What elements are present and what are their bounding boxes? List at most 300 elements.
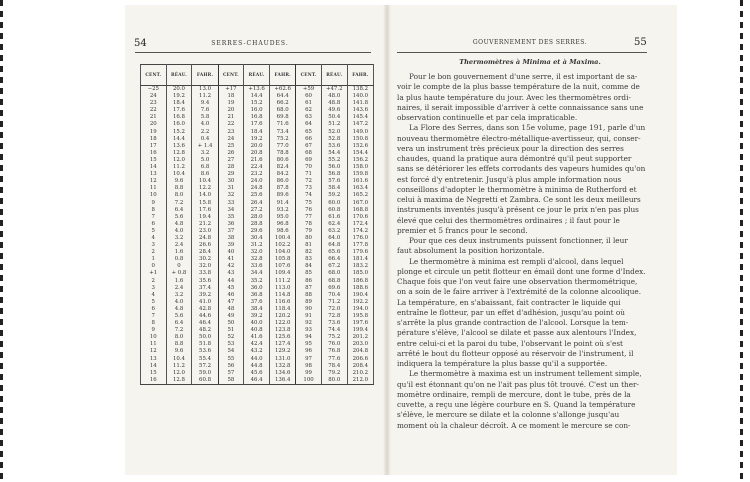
text-line: entre celui-ci et la paroi du tube, l'observant le point où s'est bbox=[397, 338, 623, 348]
table-cell: 86.0 bbox=[270, 178, 296, 185]
table-cell: 20 bbox=[218, 107, 244, 114]
table-cell: 31.2 bbox=[244, 242, 270, 249]
table-cell: 96 bbox=[296, 348, 322, 355]
table-cell: 13 bbox=[141, 356, 167, 363]
table-cell: 26.4 bbox=[244, 200, 270, 207]
table-cell: 34 bbox=[218, 207, 244, 214]
temperature-conversion-table bbox=[140, 64, 374, 385]
table-row bbox=[141, 249, 374, 256]
table-cell: 194.0 bbox=[347, 306, 373, 313]
table-cell: 28.8 bbox=[244, 221, 270, 228]
table-cell: 25 bbox=[218, 143, 244, 150]
table-cell: 60.0 bbox=[321, 200, 347, 207]
table-cell: +1 bbox=[141, 270, 167, 277]
table-cell: 192.2 bbox=[347, 299, 373, 306]
table-cell: 36 bbox=[218, 221, 244, 228]
table-cell: 10.4 bbox=[166, 171, 192, 178]
table-cell: 64.4 bbox=[270, 93, 296, 100]
table-row bbox=[141, 285, 374, 292]
table-cell: 38 bbox=[218, 235, 244, 242]
table-cell: 44.6 bbox=[192, 313, 218, 320]
table-cell: 24 bbox=[218, 136, 244, 143]
table-cell: 11 bbox=[141, 185, 167, 192]
table-cell: 7 bbox=[141, 214, 167, 221]
table-cell: 118.4 bbox=[270, 306, 296, 313]
table-row bbox=[141, 207, 374, 214]
body-text bbox=[397, 72, 649, 431]
table-cell: 28.4 bbox=[192, 249, 218, 256]
table-cell: 28.0 bbox=[244, 214, 270, 221]
table-cell: 86 bbox=[296, 278, 322, 285]
table-cell: 63 bbox=[296, 114, 322, 121]
table-row bbox=[141, 356, 374, 363]
table-row bbox=[141, 192, 374, 199]
text-line: chaudes, quand la pratique aura démontré qu'il peut supporter bbox=[397, 154, 632, 163]
table-cell: 77.0 bbox=[270, 143, 296, 150]
table-cell: 57.2 bbox=[192, 363, 218, 370]
table-cell: 0.8 bbox=[166, 256, 192, 263]
text-line: naires, il serait impossible d'arriver à cette connaissance sans une bbox=[397, 102, 644, 112]
table-cell: 22.4 bbox=[244, 164, 270, 171]
table-row bbox=[141, 242, 374, 249]
table-cell: 96.8 bbox=[270, 221, 296, 228]
table-row bbox=[141, 157, 374, 164]
text-line: La Flore des Serres, dans son 15e volume, page 191, parle d'un bbox=[409, 123, 646, 133]
table-cell: 156.2 bbox=[347, 157, 373, 164]
table-cell: 18.4 bbox=[166, 100, 192, 107]
table-cell: 113.0 bbox=[270, 285, 296, 292]
table-cell: 66.2 bbox=[270, 100, 296, 107]
table-cell: 52.0 bbox=[321, 129, 347, 136]
table-cell: 11 bbox=[141, 341, 167, 348]
text-line: voir le compte de la plus basse température de la nuit, comme de bbox=[397, 82, 640, 92]
table-cell: 15.2 bbox=[166, 129, 192, 136]
table-header-cell: FAHR. bbox=[270, 65, 296, 86]
table-cell: 32.8 bbox=[244, 256, 270, 263]
table-cell: 17.6 bbox=[192, 207, 218, 214]
table-cell: 79.2 bbox=[321, 370, 347, 377]
table-row bbox=[141, 136, 374, 143]
table-cell: 42 bbox=[218, 263, 244, 270]
table-cell: 40 bbox=[218, 249, 244, 256]
text-line: moment où la chaleur décroît. A ce moment le mercure se con- bbox=[397, 420, 631, 430]
table-cell: 2.4 bbox=[166, 242, 192, 249]
text-line: premier et 5 francs pour le second. bbox=[397, 225, 528, 235]
table-cell: 55.2 bbox=[321, 157, 347, 164]
table-cell: 23.0 bbox=[192, 228, 218, 235]
table-cell: 168.8 bbox=[347, 207, 373, 214]
table-cell: 12 bbox=[141, 348, 167, 355]
table-cell: 88 bbox=[296, 292, 322, 299]
table-cell: 212.0 bbox=[347, 377, 373, 385]
table-row bbox=[141, 334, 374, 341]
table-cell: 54.4 bbox=[321, 150, 347, 157]
table-cell: 134.6 bbox=[270, 370, 296, 377]
text-line: qu'il est étonnant qu'on ne l'ait pas plus tôt trouvé. C'est un ther- bbox=[397, 379, 639, 389]
table-cell: 5 bbox=[141, 228, 167, 235]
table-cell: 77.6 bbox=[321, 356, 347, 363]
table-cell: 123.8 bbox=[270, 327, 296, 334]
table-row bbox=[141, 348, 374, 355]
left-page-number: 54 bbox=[134, 38, 147, 49]
table-cell: 16.8 bbox=[166, 114, 192, 121]
table-cell: 143.6 bbox=[347, 107, 373, 114]
table-cell: 26 bbox=[218, 150, 244, 157]
table-cell: 15.8 bbox=[192, 200, 218, 207]
table-header-cell: RÉAU. bbox=[166, 65, 192, 86]
table-cell: 203.0 bbox=[347, 341, 373, 348]
text-line: La température, en s'abaissant, fait contracter le liquide qui bbox=[397, 297, 621, 307]
table-cell: 24.0 bbox=[244, 178, 270, 185]
table-cell: 60 bbox=[296, 93, 322, 100]
table-row bbox=[141, 299, 374, 306]
table-header-cell: CENT. bbox=[218, 65, 244, 86]
table-cell: 17.6 bbox=[244, 121, 270, 128]
table-cell: 176.0 bbox=[347, 235, 373, 242]
table-cell: 31 bbox=[218, 185, 244, 192]
table-cell: 17 bbox=[141, 143, 167, 150]
table-cell: 22 bbox=[141, 107, 167, 114]
table-cell: 5.6 bbox=[166, 214, 192, 221]
table-cell: 70.4 bbox=[321, 292, 347, 299]
table-cell: 12.8 bbox=[166, 377, 192, 385]
table-cell: 111.2 bbox=[270, 278, 296, 285]
table-cell: 76 bbox=[296, 207, 322, 214]
table-cell: 70 bbox=[296, 164, 322, 171]
table-cell: 15.2 bbox=[244, 100, 270, 107]
table-cell: 45.6 bbox=[244, 370, 270, 377]
table-cell: 5.0 bbox=[192, 157, 218, 164]
table-cell: 7.6 bbox=[192, 107, 218, 114]
table-cell: 4.8 bbox=[166, 306, 192, 313]
table-cell: 61 bbox=[296, 100, 322, 107]
text-line: nouveau thermomètre électro-métallique-avertisseur, qui, conser- bbox=[397, 133, 641, 143]
table-cell: 32.0 bbox=[244, 249, 270, 256]
table-cell: 24.8 bbox=[244, 185, 270, 192]
table-cell: 95.0 bbox=[270, 214, 296, 221]
table-cell: 147.2 bbox=[347, 121, 373, 128]
table-cell: 53 bbox=[218, 341, 244, 348]
paragraph bbox=[397, 236, 649, 257]
table-cell: 21 bbox=[218, 114, 244, 121]
table-row bbox=[141, 377, 374, 385]
table-cell: +13.6 bbox=[244, 86, 270, 94]
table-cell: 73.4 bbox=[270, 129, 296, 136]
table-cell: 154.4 bbox=[347, 150, 373, 157]
table-cell: 122.0 bbox=[270, 320, 296, 327]
table-cell: 4 bbox=[141, 292, 167, 299]
table-header-cell: FAHR. bbox=[347, 65, 373, 86]
table-cell: 68.0 bbox=[270, 107, 296, 114]
table-cell: 14 bbox=[141, 164, 167, 171]
table-cell: 18.4 bbox=[244, 129, 270, 136]
table-cell: 23.2 bbox=[244, 171, 270, 178]
table-row bbox=[141, 114, 374, 121]
table-cell: 64.0 bbox=[321, 235, 347, 242]
table-cell: 99 bbox=[296, 370, 322, 377]
table-cell: 80.0 bbox=[321, 377, 347, 385]
table-cell: 33.6 bbox=[244, 263, 270, 270]
table-cell: 15 bbox=[141, 370, 167, 377]
table-cell: 177.8 bbox=[347, 242, 373, 249]
table-cell: 76.8 bbox=[321, 348, 347, 355]
table-cell: 40.0 bbox=[244, 320, 270, 327]
table-cell: 23 bbox=[141, 100, 167, 107]
table-row bbox=[141, 263, 374, 270]
table-cell: 74.4 bbox=[321, 327, 347, 334]
text-line: celui à maxima de Negretti et Zambra. Ce sont les deux meilleurs bbox=[397, 195, 641, 204]
table-cell: 92 bbox=[296, 320, 322, 327]
table-cell: 8.0 bbox=[166, 334, 192, 341]
table-cell: + 0.8 bbox=[166, 270, 192, 277]
table-cell: 14.0 bbox=[192, 192, 218, 199]
table-cell: 127.4 bbox=[270, 341, 296, 348]
table-row bbox=[141, 129, 374, 136]
table-cell: 73 bbox=[296, 185, 322, 192]
table-cell: 195.8 bbox=[347, 313, 373, 320]
table-row bbox=[141, 171, 374, 178]
table-cell: 6 bbox=[141, 306, 167, 313]
table-cell: 3 bbox=[141, 242, 167, 249]
table-cell: 131.0 bbox=[270, 356, 296, 363]
table-cell: 61.6 bbox=[321, 214, 347, 221]
table-cell: 48.8 bbox=[321, 100, 347, 107]
table-cell: 71.2 bbox=[321, 299, 347, 306]
table-cell: 158.0 bbox=[347, 164, 373, 171]
table-cell: 41.0 bbox=[192, 299, 218, 306]
table-cell: 98.6 bbox=[270, 228, 296, 235]
left-header-rule bbox=[135, 52, 371, 53]
table-cell: 159.8 bbox=[347, 171, 373, 178]
table-cell: 50 bbox=[218, 320, 244, 327]
table-cell: 49.6 bbox=[321, 107, 347, 114]
table-cell: 13.6 bbox=[166, 143, 192, 150]
table-row bbox=[141, 121, 374, 128]
table-cell: 72.8 bbox=[321, 313, 347, 320]
text-line: plonge et circule un petit flotteur en émail dont une forme d'Index. bbox=[397, 266, 646, 276]
table-cell: 138.2 bbox=[347, 86, 373, 94]
table-cell: 2.4 bbox=[166, 285, 192, 292]
table-cell: 10 bbox=[141, 334, 167, 341]
table-row bbox=[141, 370, 374, 377]
table-cell: 11.2 bbox=[166, 164, 192, 171]
table-cell: 89.6 bbox=[270, 192, 296, 199]
table-body bbox=[141, 86, 374, 385]
table-cell: 71.6 bbox=[270, 121, 296, 128]
table-cell: 33.8 bbox=[192, 270, 218, 277]
table-row bbox=[141, 235, 374, 242]
table-cell: 69.6 bbox=[321, 285, 347, 292]
table-cell: 44.0 bbox=[244, 356, 270, 363]
table-cell: 67.2 bbox=[321, 263, 347, 270]
table-cell: 12 bbox=[141, 178, 167, 185]
table-cell: 20 bbox=[141, 121, 167, 128]
table-cell: 188.6 bbox=[347, 285, 373, 292]
table-cell: 25.6 bbox=[244, 192, 270, 199]
table-cell: 8 bbox=[141, 320, 167, 327]
table-cell: 35.2 bbox=[244, 278, 270, 285]
table-cell: 56.0 bbox=[321, 164, 347, 171]
table-row bbox=[141, 363, 374, 370]
text-line: vera un instrument très précieux pour la direction des serres bbox=[397, 143, 624, 153]
table-cell: 36.0 bbox=[244, 285, 270, 292]
table-cell: 9.6 bbox=[166, 348, 192, 355]
table-cell: 11.2 bbox=[192, 93, 218, 100]
table-cell: 105.8 bbox=[270, 256, 296, 263]
table-cell: 16.8 bbox=[244, 114, 270, 121]
table-cell: 114.8 bbox=[270, 292, 296, 299]
table-row bbox=[141, 313, 374, 320]
table-row bbox=[141, 270, 374, 277]
table-cell: 55 bbox=[218, 356, 244, 363]
table-cell: 109.4 bbox=[270, 270, 296, 277]
table-cell: 1.6 bbox=[166, 278, 192, 285]
table-header-cell: FAHR. bbox=[192, 65, 218, 86]
table-cell: 66.4 bbox=[321, 256, 347, 263]
table-cell: 64 bbox=[296, 121, 322, 128]
table-cell: 53.6 bbox=[192, 348, 218, 355]
table-cell: 100 bbox=[296, 377, 322, 385]
table-cell: 78.4 bbox=[321, 363, 347, 370]
table-cell: 60.8 bbox=[321, 207, 347, 214]
table-cell: 8.6 bbox=[192, 171, 218, 178]
table-cell: 85 bbox=[296, 270, 322, 277]
table-cell: 4 bbox=[141, 235, 167, 242]
table-cell: 48.0 bbox=[321, 93, 347, 100]
table-header-row bbox=[141, 65, 374, 86]
table-cell: 49 bbox=[218, 313, 244, 320]
text-line: Pour le bon gouvernement d'une serre, il est important de sa- bbox=[409, 72, 638, 81]
table-cell: 28 bbox=[218, 164, 244, 171]
table-row bbox=[141, 228, 374, 235]
table-cell: 84 bbox=[296, 263, 322, 270]
table-cell: 65.6 bbox=[321, 249, 347, 256]
table-cell: 16.0 bbox=[244, 107, 270, 114]
table-cell: 149.0 bbox=[347, 129, 373, 136]
table-cell: 12.0 bbox=[166, 370, 192, 377]
table-cell: 81 bbox=[296, 242, 322, 249]
table-cell: 17.6 bbox=[166, 107, 192, 114]
table-cell: 5 bbox=[141, 299, 167, 306]
text-line: s'élève, le mercure se dilate et la colonne s'allonge jusqu'au bbox=[397, 410, 620, 420]
table-cell: 39 bbox=[218, 242, 244, 249]
table-cell: 56 bbox=[218, 363, 244, 370]
table-cell: 3.2 bbox=[166, 235, 192, 242]
table-cell: 48.2 bbox=[192, 327, 218, 334]
table-cell: 167.0 bbox=[347, 200, 373, 207]
table-cell: 75 bbox=[296, 200, 322, 207]
table-cell: 165.2 bbox=[347, 192, 373, 199]
table-cell: 35.6 bbox=[192, 278, 218, 285]
table-cell: 35 bbox=[218, 214, 244, 221]
table-cell: 47 bbox=[218, 299, 244, 306]
table-cell: 72 bbox=[296, 178, 322, 185]
table-cell: 6.4 bbox=[166, 207, 192, 214]
table-cell: 19.4 bbox=[192, 214, 218, 221]
table-cell: 97 bbox=[296, 356, 322, 363]
table-cell: 73.6 bbox=[321, 320, 347, 327]
paragraph bbox=[397, 123, 649, 236]
text-line: pérature s'élève, l'alcool se dilate et passe aux alentours l'Index, bbox=[397, 328, 637, 338]
table-row bbox=[141, 185, 374, 192]
table-cell: 16.0 bbox=[166, 121, 192, 128]
table-cell: 129.2 bbox=[270, 348, 296, 355]
table-cell: 4.0 bbox=[192, 121, 218, 128]
table-cell: 14 bbox=[141, 363, 167, 370]
table-cell: 77 bbox=[296, 214, 322, 221]
table-cell: 67 bbox=[296, 143, 322, 150]
table-cell: 94 bbox=[296, 334, 322, 341]
table-cell: 37 bbox=[218, 228, 244, 235]
table-cell: 42.8 bbox=[192, 306, 218, 313]
table-cell: 50.4 bbox=[321, 114, 347, 121]
table-cell: 0.4 bbox=[192, 136, 218, 143]
table-cell: 33 bbox=[218, 200, 244, 207]
table-row bbox=[141, 327, 374, 334]
table-cell: 10.4 bbox=[192, 178, 218, 185]
table-cell: 76.0 bbox=[321, 341, 347, 348]
text-line: Pour que ces deux instruments puissent fonctionner, il leur bbox=[409, 236, 628, 245]
table-cell: 3.2 bbox=[166, 292, 192, 299]
table-cell: 190.4 bbox=[347, 292, 373, 299]
table-cell: 90 bbox=[296, 306, 322, 313]
text-line: est forcé d'y entretenir. Jusqu'à plus ample information nous bbox=[397, 174, 622, 184]
table-cell: 52.8 bbox=[321, 136, 347, 143]
table-cell: 125.6 bbox=[270, 334, 296, 341]
table-cell: 9 bbox=[141, 327, 167, 334]
table-cell: +59 bbox=[296, 86, 322, 94]
table-cell: 2 bbox=[141, 249, 167, 256]
table-cell: 0 bbox=[141, 263, 167, 270]
table-cell: 80.6 bbox=[270, 157, 296, 164]
text-line: s'arrête la plus grande contraction de l'alcool. Lorsque la tem- bbox=[397, 318, 629, 327]
table-cell: 1.6 bbox=[166, 249, 192, 256]
table-row bbox=[141, 214, 374, 221]
table-cell: 37.4 bbox=[192, 285, 218, 292]
table-cell: 46.4 bbox=[244, 377, 270, 385]
table-cell: 19.2 bbox=[166, 93, 192, 100]
table-header-cell: CENT. bbox=[141, 65, 167, 86]
table-cell: 44 bbox=[218, 278, 244, 285]
scan-edge-left bbox=[0, 0, 3, 482]
table-row bbox=[141, 320, 374, 327]
table-row bbox=[141, 278, 374, 285]
table-cell: 68.8 bbox=[321, 278, 347, 285]
table-cell: 41.6 bbox=[244, 334, 270, 341]
table-cell: 39.2 bbox=[192, 292, 218, 299]
table-cell: 82 bbox=[296, 249, 322, 256]
table-cell: 7 bbox=[141, 313, 167, 320]
table-cell: 68 bbox=[296, 150, 322, 157]
table-cell: 20.8 bbox=[244, 150, 270, 157]
text-line: Le thermomètre à maxima est un instrument tellement simple, bbox=[409, 369, 642, 379]
table-cell: 6.8 bbox=[192, 164, 218, 171]
table-cell: 145.4 bbox=[347, 114, 373, 121]
text-line: indiquera la température la plus basse qu'il a supportée. bbox=[397, 359, 608, 368]
table-cell: 20.0 bbox=[166, 86, 192, 94]
table-cell: 59.2 bbox=[321, 192, 347, 199]
table-cell: 22 bbox=[218, 121, 244, 128]
paragraph bbox=[397, 72, 649, 123]
text-line: cuvette, a reçu une légère courbure en S. Quand la température bbox=[397, 400, 636, 409]
table-row bbox=[141, 200, 374, 207]
table-cell: 79 bbox=[296, 228, 322, 235]
table-cell: 18 bbox=[218, 93, 244, 100]
table-cell: 172.4 bbox=[347, 221, 373, 228]
table-cell: 38.4 bbox=[244, 306, 270, 313]
table-cell: 93.2 bbox=[270, 207, 296, 214]
table-row bbox=[141, 292, 374, 299]
